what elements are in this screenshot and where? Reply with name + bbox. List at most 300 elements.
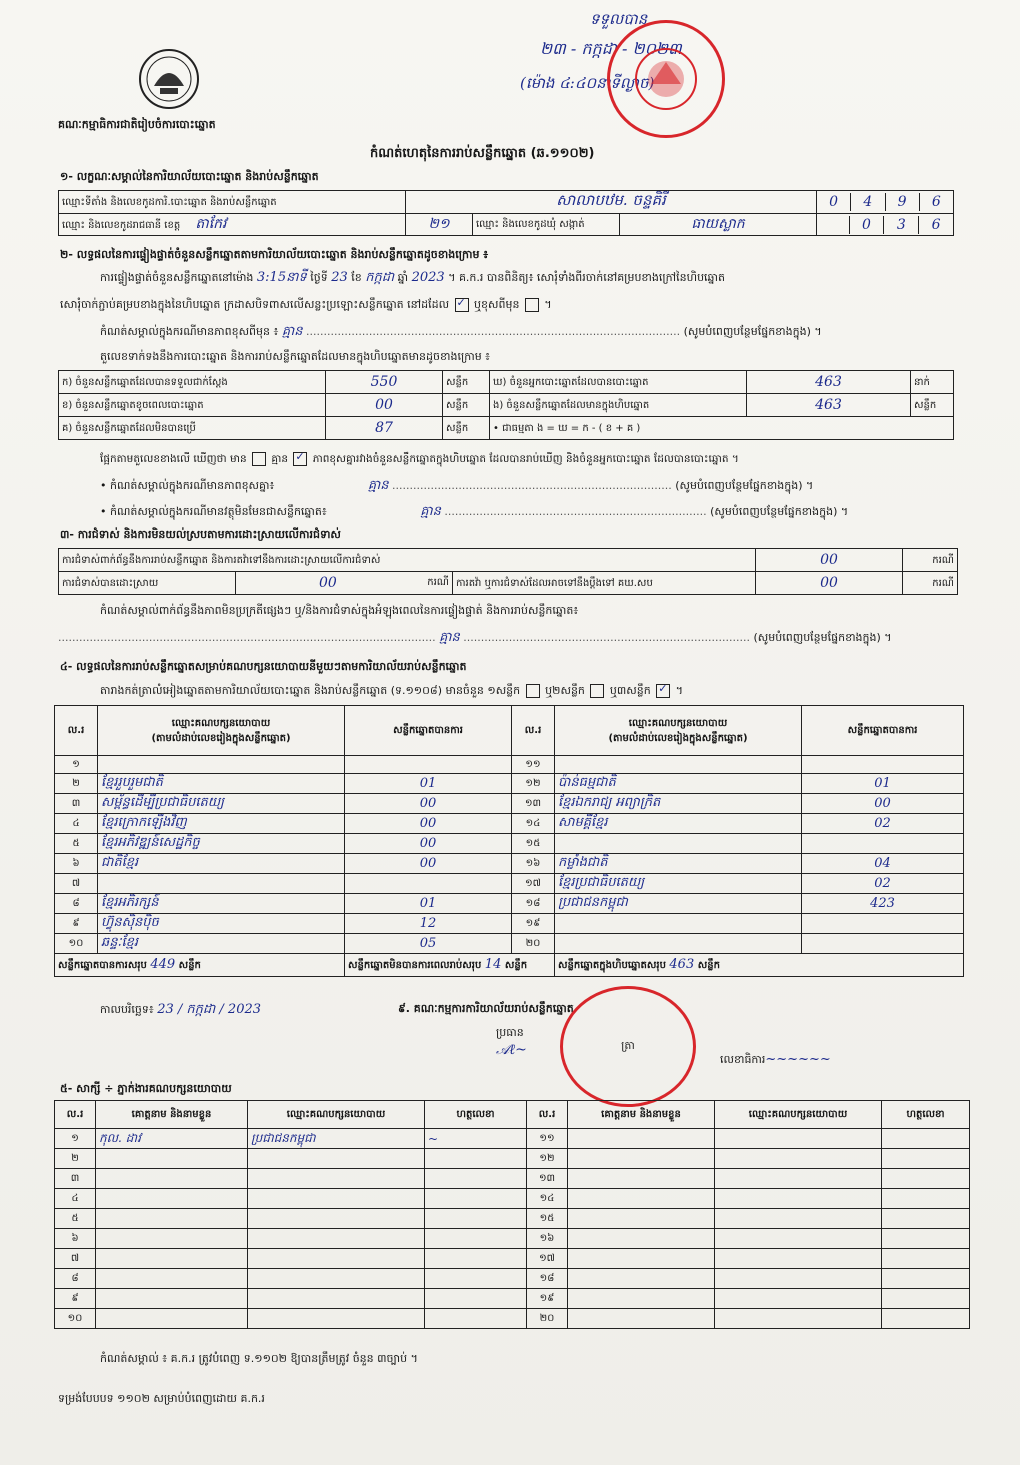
witness-name — [568, 1229, 715, 1249]
row-number: ១៣ — [512, 794, 555, 814]
verification-time: 3:15នាទី — [256, 270, 307, 285]
witness-party — [715, 1169, 882, 1189]
row-number: ១៥ — [512, 834, 555, 854]
witness-signature — [425, 1149, 527, 1169]
changed-label: ឬខុសពីមុន — [474, 298, 520, 311]
location-label: ឈ្មោះទីតាំង និងលេខកូដការិ.បោះឆ្នោត និងរាប់សន្លឹកឆ្នោត — [59, 191, 406, 214]
irregularity-note-suffix: (សូមបំពេញបន្ថែមផ្នែកខាងក្នុង) ។ — [753, 631, 892, 644]
section1-table — [58, 190, 954, 236]
difference-remark-label: • កំណត់សម្គាល់ក្នុងករណីមានភាពខុសគ្នា៖ — [100, 479, 275, 492]
receipt-date: ២៣ - កក្កដា - ២០២៣ — [540, 39, 682, 58]
results-body — [55, 756, 964, 954]
foreign-object-value: គ្មាន — [420, 504, 441, 519]
witness-party — [248, 1309, 425, 1329]
party-name — [555, 914, 802, 934]
witness-party — [248, 1169, 425, 1189]
col-number-header: ល.រ — [512, 706, 555, 756]
witness-name — [96, 1269, 248, 1289]
witness-name — [568, 1309, 715, 1329]
col-party-title: ឈ្មោះគណបក្សនយោបាយ — [628, 717, 728, 729]
changed-checkbox[interactable] — [525, 298, 539, 312]
witness-signature — [425, 1229, 527, 1249]
witness-body — [55, 1129, 970, 1329]
form-title: កំណត់ហេតុនៃការរាប់សន្លឹកឆ្នោត (ឆ.១១០២) — [370, 146, 595, 161]
witness-name — [96, 1209, 248, 1229]
row-number: ១១ — [527, 1129, 568, 1149]
row-number: ៤ — [55, 1189, 96, 1209]
party-votes: 04 — [802, 854, 964, 874]
row-number: ៧ — [55, 874, 98, 894]
witness-name — [96, 1189, 248, 1209]
signing-date-value: 23 / កក្កដា / 2023 — [157, 1002, 262, 1017]
resolved-label: ការជំទាស់បានដោះស្រាយ — [59, 572, 236, 595]
row-number: ៩ — [55, 914, 98, 934]
witness-name — [568, 1269, 715, 1289]
foreign-object-label: • កំណត់សម្គាល់ក្នុងករណីមានវត្ថុមិនមែនជាសន្លឹកឆ្នោត៖ — [100, 505, 327, 518]
box-total-label: សន្លឹកឆ្នោតក្នុងហិបឆ្នោតសរុប — [558, 960, 666, 971]
province-label — [59, 214, 406, 236]
table-row — [55, 756, 964, 774]
witness-signature — [425, 1289, 527, 1309]
row-number: ៧ — [55, 1249, 96, 1269]
results-totals-row — [55, 954, 964, 977]
row-number: ១៤ — [512, 814, 555, 834]
party-votes: 00 — [345, 794, 512, 814]
party-votes: 00 — [345, 814, 512, 834]
party-name: ខ្មែររួបរួមជាតិ — [98, 774, 345, 794]
witness-name: កុល. ដាវ — [96, 1129, 248, 1149]
signing-date-label: កាលបរិច្ឆេទ៖ — [100, 1003, 154, 1016]
complaints-table — [58, 548, 958, 595]
one-sheet-checkbox[interactable] — [526, 684, 540, 698]
witness-col-number: ល.រ — [527, 1101, 568, 1129]
party-name: កម្លាំងជាតិ — [555, 854, 802, 874]
row-number: ៣ — [55, 794, 98, 814]
party-name — [98, 874, 345, 894]
witness-name — [568, 1129, 715, 1149]
difference-note-value: គ្មាន — [281, 324, 303, 339]
figure-unit: នាក់ — [911, 371, 954, 394]
official-red-stamp — [607, 20, 725, 138]
day-label: ថ្ងៃទី — [310, 271, 328, 284]
figure-value: 463 — [747, 394, 911, 417]
figures-row — [59, 417, 954, 440]
witness-signature — [425, 1169, 527, 1189]
party-votes — [802, 834, 964, 854]
party-name: សាមគ្គីខ្មែរ — [555, 814, 802, 834]
table-row — [55, 1269, 970, 1289]
figure-label: ក) ចំនួនសន្លឹកឆ្នោតដែលបានទទួលជាក់ស្តែង — [59, 371, 326, 394]
valid-total-label: សន្លឹកឆ្នោតបានការសរុប — [58, 960, 147, 971]
row-number: ១៣ — [527, 1169, 568, 1189]
figure-label: គ) ចំនួនសន្លឹកឆ្នោតដែលមិនបានប្រើ — [59, 417, 326, 440]
figure-unit: សន្លឹក — [443, 394, 490, 417]
ballot-figures-table — [58, 370, 954, 440]
section5-heading: ៥- សាក្សី ÷ ភ្នាក់ងារគណបក្សនយោបាយ — [60, 1082, 232, 1095]
party-votes: 01 — [802, 774, 964, 794]
row-number: ៣ — [55, 1169, 96, 1189]
difference-remark-suffix: (សូមបំពេញបន្ថែមផ្នែកខាងក្នុង) ។ — [675, 479, 814, 492]
witness-name — [568, 1189, 715, 1209]
location-code — [817, 191, 954, 214]
figure-value: 550 — [326, 371, 443, 394]
row-number: ៦ — [55, 1229, 96, 1249]
figure-label: ង) ចំនួនសន្លឹកឆ្នោតដែលមានក្នុងហិបឆ្នោត — [490, 394, 747, 417]
witness-signature — [425, 1189, 527, 1209]
witness-party: ប្រជាជនកម្ពុជា — [248, 1129, 425, 1149]
valid-total-cell — [55, 954, 345, 977]
foreign-object-remark: • កំណត់សម្គាល់ក្នុងករណីមានវត្ថុមិនមែនជាសន្លឹកឆ្នោត៖ គ្មាន ........................................................................... (សូមបំពេញបន្ថែមផ្នែកខាងក្នុង) ។ — [100, 504, 849, 519]
irregularity-note: ............................................................................................................ គ្មាន .................................................................................. (សូមបំពេញបន្ថែមផ្នែកខាងក្នុង) ។ — [58, 630, 892, 645]
seal-status-text: សោរុំចាក់ភ្ជាប់គម្របខាងក្នុងនៃហិបឆ្នោត ក្រដាសបិទពាសលើសន្លះប្រឡោះសន្លឹកឆ្នោត នៅដដែល — [60, 298, 450, 311]
witness-signature — [882, 1149, 970, 1169]
witness-signature — [882, 1129, 970, 1149]
row-number: ៨ — [55, 1269, 96, 1289]
foreign-object-suffix: (សូមបំពេញបន្ថែមផ្នែកខាងក្នុង) ។ — [710, 505, 849, 518]
difference-remark: • កំណត់សម្គាល់ក្នុងករណីមានភាពខុសគ្នា៖ គ្មាន ................................................................................ (សូមបំពេញបន្ថែមផ្នែកខាងក្នុង) ។ — [100, 478, 814, 493]
verification-month: កក្កដា — [365, 270, 395, 285]
row-number: ១៩ — [512, 914, 555, 934]
unchanged-checkbox[interactable] — [455, 298, 469, 312]
witness-name — [568, 1249, 715, 1269]
row-number: ៥ — [55, 1209, 96, 1229]
row-number: ២០ — [512, 934, 555, 954]
complaints-label: ការជំទាស់ពាក់ព័ន្ធនឹងការរាប់សន្លឹកឆ្នោត និងការតវ៉ាទៅនឹងការដោះស្រាយលើការជំទាស់ — [59, 549, 756, 572]
witness-party — [248, 1269, 425, 1289]
party-name — [555, 756, 802, 774]
difference-note-label: កំណត់សម្គាល់ក្នុងករណីមានភាពខុសពីមុន ៖ — [100, 325, 279, 338]
figure-label: ឃ) ចំនួនអ្នកបោះឆ្នោតដែលបានបោះឆ្នោត — [490, 371, 747, 394]
row-number: ៤ — [55, 814, 98, 834]
witness-name — [96, 1229, 248, 1249]
party-name — [555, 934, 802, 954]
code-digit: 6 — [919, 193, 953, 211]
witness-signature — [882, 1269, 970, 1289]
row-number: ៦ — [55, 854, 98, 874]
code-digit: 3 — [884, 216, 919, 234]
row-number: ១ — [55, 1129, 96, 1149]
table-row — [55, 1209, 970, 1229]
month-label: ខែ — [351, 271, 362, 284]
box-total-value: 463 — [669, 957, 695, 972]
two-sheet-checkbox[interactable] — [590, 684, 604, 698]
table-row — [55, 1169, 970, 1189]
witness-signature — [882, 1249, 970, 1269]
witness-party — [715, 1269, 882, 1289]
figures-intro: តួលេខទាក់ទងនឹងការបោះឆ្នោត និងការរាប់សន្លឹកឆ្នោតដែលមានក្នុងហិបឆ្នោតមានដូចខាងក្រោម ៖ — [100, 350, 491, 363]
figure-value: 463 — [747, 371, 911, 394]
discrepancy-line — [100, 452, 739, 466]
witness-name — [568, 1289, 715, 1309]
row-number: ១៦ — [512, 854, 555, 874]
province-label-text: ឈ្មោះ និងលេខកូដរាជធានី ខេត្ត — [62, 220, 181, 231]
party-votes — [345, 874, 512, 894]
signing-date — [100, 1002, 261, 1018]
row-number: ១៧ — [527, 1249, 568, 1269]
row-number: ១២ — [527, 1149, 568, 1169]
has-difference-checkbox[interactable] — [252, 452, 266, 466]
table-row — [55, 874, 964, 894]
stamp-emblem-icon — [631, 44, 701, 114]
party-name: ហ៊្វុនស៊ិនប៉ិច — [98, 914, 345, 934]
row-number: ៥ — [55, 834, 98, 854]
tally-sheet-line: តារាងកត់ត្រាលំអៀងឆ្នោតតាមការិយាល័យបោះឆ្នោត និងរាប់សន្លឹកឆ្នោត (ទ.១១០៨) មានចំនួន ១សន្លឹក ឬ២សន្លឹក ឬ៣សន្លឹក ✓ ។ — [100, 684, 683, 698]
witness-col-name: គោត្តនាម និងនាមខ្លួន — [568, 1101, 715, 1129]
figure-value: 00 — [326, 394, 443, 417]
section1-heading: ១- លក្ខណៈសម្គាល់នៃការិយាល័យបោះឆ្នោត និងរាប់សន្លឹកឆ្នោត — [60, 170, 319, 183]
invalid-total-cell — [345, 954, 555, 977]
witness-party — [715, 1129, 882, 1149]
valid-total-value: 449 — [150, 957, 176, 972]
invalid-total-unit: សន្លឹក — [504, 960, 528, 971]
commune-code — [817, 214, 954, 236]
party-name: ខ្មែរឯករាជ្យ អព្យាក្រិត — [555, 794, 802, 814]
figure-unit: សន្លឹក — [443, 371, 490, 394]
code-digit: 9 — [885, 193, 919, 211]
party-votes: 02 — [802, 814, 964, 834]
row-number: ១៧ — [512, 874, 555, 894]
party-name: ជាតិខ្មែរ — [98, 854, 345, 874]
three-sheet-checkbox[interactable] — [656, 684, 670, 698]
witness-signature — [882, 1309, 970, 1329]
col-party-subtitle: (តាមលំដាប់លេខរៀងក្នុងសន្លឹកឆ្នោត) — [151, 732, 291, 744]
verification-line-1 — [100, 270, 725, 286]
witness-col-party: ឈ្មោះគណបក្សនយោបាយ — [715, 1101, 882, 1129]
table-row — [55, 1249, 970, 1269]
province-code: ២១ — [406, 214, 473, 236]
row-number: ៩ — [55, 1289, 96, 1309]
verification-line-2: សោរុំចាក់ភ្ជាប់គម្របខាងក្នុងនៃហិបឆ្នោត ក្រដាសបិទពាសលើសន្លះប្រឡោះសន្លឹកឆ្នោត នៅដដែល ✓ ឬខុសពីមុន ។ — [60, 298, 552, 312]
party-votes — [345, 756, 512, 774]
verification-text-end: ។ គ.ក.រ បានពិនិត្យ៖ សោរុំទាំងពីរចាក់នៅគម្របខាងក្រៅនៃហិបឆ្នោត — [448, 271, 726, 284]
box-total-unit: សន្លឹក — [697, 960, 720, 971]
commune-value: ធាយស្លាក — [620, 214, 817, 236]
witness-party — [248, 1249, 425, 1269]
witness-signature — [425, 1249, 527, 1269]
col-votes-header: សន្លឹកឆ្នោតបានការ — [802, 706, 964, 756]
figures-row — [59, 394, 954, 417]
col-votes-header: សន្លឹកឆ្នោតបានការ — [345, 706, 512, 756]
party-results-table — [54, 705, 964, 977]
witness-party — [715, 1309, 882, 1329]
witness-party — [715, 1149, 882, 1169]
party-name: ខ្មែរក្រោកឡើងវិញ — [98, 814, 345, 834]
invalid-total-label: សន្លឹកឆ្នោតមិនបានការពេលរាប់សរុប — [348, 960, 482, 971]
code-digit: 6 — [919, 216, 953, 234]
difference-remark-value: គ្មាន — [367, 478, 389, 493]
party-name: ឆន្ទៈខ្មែរ — [98, 934, 345, 954]
row-number: ១៤ — [527, 1189, 568, 1209]
counting-office-stamp — [560, 986, 696, 1107]
difference-note-suffix: (សូមបំពេញបន្ថែមផ្នែកខាងក្នុង) ។ — [683, 325, 822, 338]
commune-label: ឈ្មោះ និងលេខកូដឃុំ សង្កាត់ — [473, 214, 620, 236]
table-row — [55, 1129, 970, 1149]
row-number: ១៨ — [527, 1269, 568, 1289]
witness-party — [248, 1149, 425, 1169]
appeal-label: ការតវ៉ា ឬការជំទាស់ដែលអាចទៅនឹងប្ដឹងទៅ គឃ.សប — [453, 572, 756, 595]
witness-name — [96, 1249, 248, 1269]
table-row — [55, 834, 964, 854]
row-number: ១៩ — [527, 1289, 568, 1309]
complaints-value: 00 — [756, 549, 903, 572]
row-number: ២ — [55, 1149, 96, 1169]
witness-col-party: ឈ្មោះគណបក្សនយោបាយ — [248, 1101, 425, 1129]
witness-party — [248, 1289, 425, 1309]
witness-name — [96, 1169, 248, 1189]
row-number: ១០ — [55, 934, 98, 954]
witness-party — [248, 1209, 425, 1229]
party-votes: 05 — [345, 934, 512, 954]
secretary-line: លេខាធិការ~~~~~~ — [720, 1052, 831, 1067]
party-name: ប្រជាជនកម្ពុជា — [555, 894, 802, 914]
witness-party — [715, 1289, 882, 1309]
form-footer: ទម្រង់បែបបទ ១១០២ សម្រាប់បំពេញដោយ គ.ក.រ — [58, 1392, 265, 1405]
party-votes: 02 — [802, 874, 964, 894]
witness-col-number: ល.រ — [55, 1101, 96, 1129]
irregularity-note-value: គ្មាន — [439, 630, 460, 645]
table-row — [55, 1149, 970, 1169]
witness-signature: ~ — [425, 1129, 527, 1149]
counting-committee: ៩. គណៈកម្មការការិយាល័យរាប់សន្លឹកឆ្នោត — [398, 1002, 574, 1015]
table-row — [55, 774, 964, 794]
party-name: ខ្មែរអភិវឌ្ឍន៍សេដ្ឋកិច្ច — [98, 834, 345, 854]
two-sheet-label: ឬ២សន្លឹក — [545, 684, 585, 697]
witness-name — [96, 1149, 248, 1169]
no-difference-label: គ្មាន — [271, 453, 289, 465]
tally-sheet-text: តារាងកត់ត្រាលំអៀងឆ្នោតតាមការិយាល័យបោះឆ្នោត និងរាប់សន្លឹកឆ្នោត (ទ.១១០៨) មានចំនួន ១សន្លឹក — [100, 684, 521, 697]
resolved-cell — [236, 572, 453, 595]
chair-signature: 𝒜ℓ~ — [496, 1042, 527, 1058]
party-name — [98, 756, 345, 774]
col-party-title: ឈ្មោះគណបក្សនយោបាយ — [171, 717, 271, 729]
row-number: ១៦ — [527, 1229, 568, 1249]
witness-party — [248, 1189, 425, 1209]
party-votes: 423 — [802, 894, 964, 914]
party-votes — [802, 914, 964, 934]
figure-value: 87 — [326, 417, 443, 440]
figure-label: ខ) ចំនួនសន្លឹកឆ្នោតខូចពេលបោះឆ្នោត — [59, 394, 326, 417]
section2-heading: ២- លទ្ធផលនៃការផ្ទៀងផ្ទាត់ចំនួនសន្លឹកឆ្នោតតាមការិយាល័យបោះឆ្នោត និងរាប់សន្លឹកឆ្នោតដូចខាងក្រោម ៖ — [60, 248, 489, 261]
witness-name — [568, 1169, 715, 1189]
box-total-cell — [555, 954, 964, 977]
witness-signature — [882, 1229, 970, 1249]
witness-name — [568, 1209, 715, 1229]
table-row — [55, 934, 964, 954]
figure-unit: សន្លឹក — [911, 394, 954, 417]
row-number: ១៥ — [527, 1209, 568, 1229]
row-number: ១១ — [512, 756, 555, 774]
three-sheet-label: ឬ៣សន្លឹក — [609, 684, 651, 697]
code-digit: 0 — [849, 216, 884, 234]
party-name — [555, 834, 802, 854]
chair-label: ប្រធាន — [496, 1026, 524, 1039]
witness-table — [54, 1100, 970, 1329]
verification-year: 2023 — [411, 270, 445, 285]
receipt-label: ទទួលបាន — [590, 10, 648, 28]
row-number: ៨ — [55, 894, 98, 914]
figures-row — [59, 371, 954, 394]
org-name: គណៈកម្មាធិការជាតិរៀបចំការបោះឆ្នោត — [58, 118, 216, 131]
witness-name — [96, 1309, 248, 1329]
complaints-unit: ករណី — [903, 549, 958, 572]
table-row — [55, 894, 964, 914]
table-row — [55, 1229, 970, 1249]
witness-signature — [882, 1189, 970, 1209]
witness-party — [715, 1209, 882, 1229]
valid-total-unit: សន្លឹក — [178, 960, 201, 971]
party-name: សម្ព័ន្ធដើម្បីប្រជាធិបតេយ្យ — [98, 794, 345, 814]
code-digit-empty — [817, 216, 849, 234]
code-digit: 0 — [817, 193, 851, 211]
no-difference-checkbox[interactable] — [293, 452, 307, 466]
witness-col-name: គោត្តនាម និងនាមខ្លួន — [96, 1101, 248, 1129]
table-row — [55, 794, 964, 814]
witness-signature — [425, 1269, 527, 1289]
nec-emblem-icon — [138, 48, 200, 110]
province-value: តាកែវ — [195, 216, 227, 232]
appeal-unit: ករណី — [903, 572, 958, 595]
col-number-header: ល.រ — [55, 706, 98, 756]
verification-text: ការផ្ទៀងផ្ទាត់ចំនួនសន្លឹកឆ្នោតនៅម៉ោង — [100, 271, 254, 284]
difference-note: កំណត់សម្គាល់ក្នុងករណីមានភាពខុសពីមុន ៖ គ្មាន ........................................................................................................... (សូមបំពេញបន្ថែមផ្នែកខាងក្នុង) ។ — [100, 324, 822, 339]
witness-signature — [882, 1289, 970, 1309]
party-votes: 01 — [345, 774, 512, 794]
resolved-unit: ករណី — [427, 577, 449, 588]
table-row — [55, 854, 964, 874]
row-number: ១២ — [512, 774, 555, 794]
row-number: ១ — [55, 756, 98, 774]
row-number: ១៨ — [512, 894, 555, 914]
table-row — [55, 1289, 970, 1309]
witness-party — [715, 1229, 882, 1249]
party-name: ប៉ាន់ធម្មជាតិ — [555, 774, 802, 794]
col-party-subtitle: (តាមលំដាប់លេខរៀងក្នុងសន្លឹកឆ្នោត) — [608, 732, 748, 744]
invalid-total-value: 14 — [484, 957, 502, 972]
table-row — [55, 814, 964, 834]
party-votes: 00 — [345, 854, 512, 874]
stamp-label: ត្រា — [621, 1038, 635, 1052]
table-row — [55, 1309, 970, 1329]
discrepancy-text-end: ភាពខុសគ្នារវាងចំនួនសន្លឹកឆ្នោតក្នុងហិបឆ្នោត ដែលបានរាប់ឃើញ និងចំនួនអ្នកបោះឆ្នោត ដែលបានបោះឆ្នោត ។ — [312, 453, 739, 465]
row-number: ២០ — [527, 1309, 568, 1329]
col-party-header — [98, 706, 345, 756]
witness-name — [568, 1149, 715, 1169]
witness-col-signature: ហត្ថលេខា — [425, 1101, 527, 1129]
witness-name — [96, 1289, 248, 1309]
party-name: ខ្មែរប្រជាធិបតេយ្យ — [555, 874, 802, 894]
party-votes: 12 — [345, 914, 512, 934]
witness-signature — [882, 1169, 970, 1189]
figure-unit: សន្លឹក — [443, 417, 490, 440]
results-header-row — [55, 706, 964, 756]
witness-party — [248, 1229, 425, 1249]
secretary-label: លេខាធិការ — [720, 1053, 766, 1066]
table-row — [55, 914, 964, 934]
code-digit: 4 — [851, 193, 885, 211]
witness-header-row — [55, 1101, 970, 1129]
witness-signature — [425, 1309, 527, 1329]
figure-formula: • ជាធម្មតា ង = ឃ = ក - ( ខ + គ ) — [490, 417, 954, 440]
witness-col-signature: ហត្ថលេខា — [882, 1101, 970, 1129]
witness-party — [715, 1189, 882, 1209]
witness-signature — [425, 1209, 527, 1229]
section3-heading: ៣- ការជំទាស់ និងការមិនយល់ស្របតាមការដោះស្រាយលើការជំទាស់ — [60, 528, 341, 541]
table-row — [55, 1189, 970, 1209]
verification-day: 23 — [331, 270, 348, 285]
party-name: ខ្មែរអភិរក្សន៍ — [98, 894, 345, 914]
receipt-time: (ម៉ោង ៤:៤០នាទីល្ងាច) — [520, 74, 655, 92]
appeal-value: 00 — [756, 572, 903, 595]
